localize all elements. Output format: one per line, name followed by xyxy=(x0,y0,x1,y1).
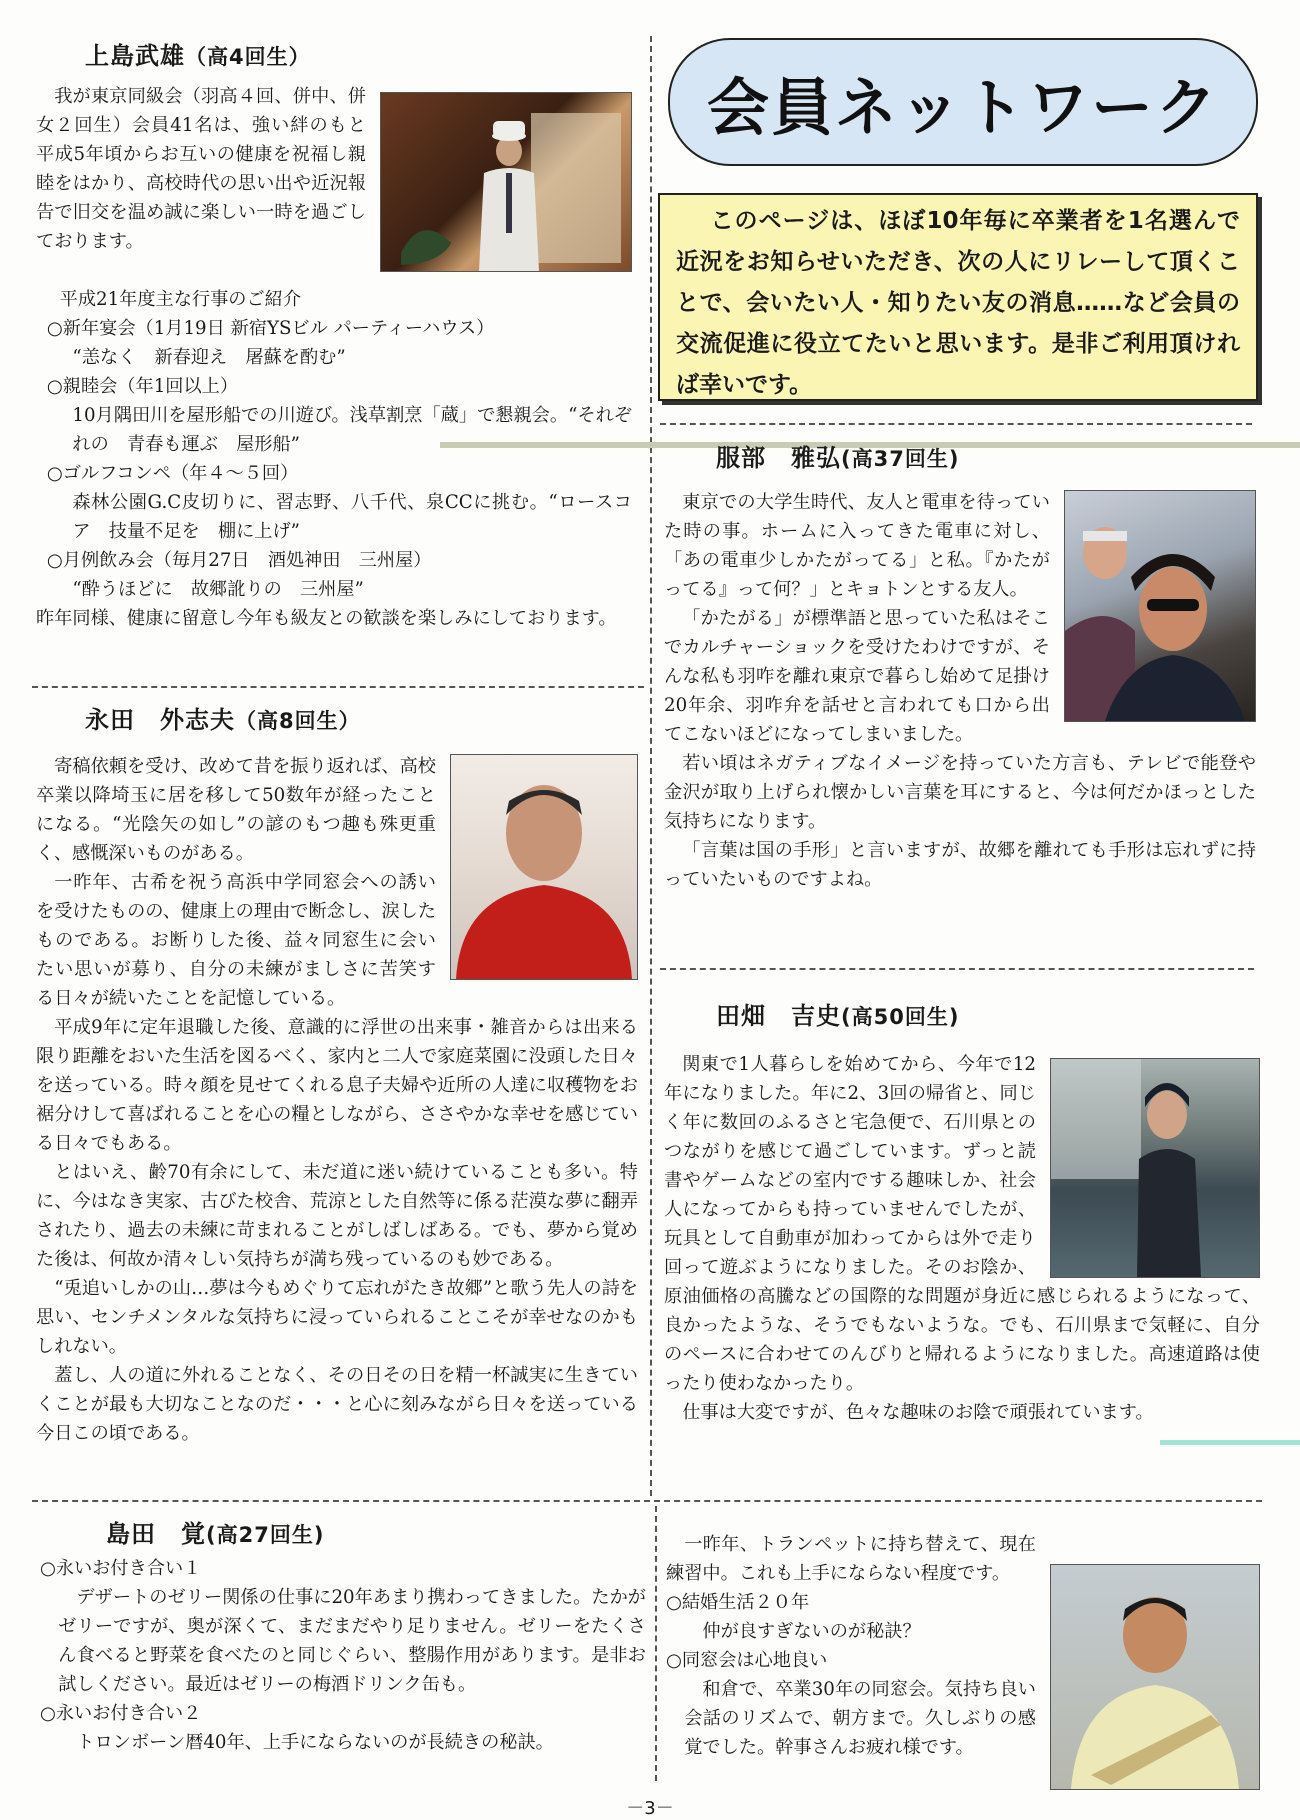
intro-text: このページは、ほぼ10年毎に卒業者を1名選んで近況をお知らせいただき、次の人にリレーして頂くことで、会いたい人・知りたい友の消息……など会員の交流促進に役立てたいと思います。是非ご利用頂ければ幸いです。 xyxy=(676,208,1240,398)
photo-kamishima xyxy=(380,92,632,272)
page-title: 会員ネットワーク xyxy=(668,38,1258,166)
paragraph: 寄稿依頼を受け、改めて昔を振り返れば、高校卒業以降埼玉に居を移して50数年が経ったことになる。“光陰矢の如し”の諺のもつ趣も殊更重く、感慨深いものがある。 xyxy=(36,756,436,864)
author-grade: (高27回生) xyxy=(206,1523,325,1547)
author-grade: (高50回生) xyxy=(841,1005,960,1029)
photo-nagata xyxy=(450,754,638,980)
portrait-icon xyxy=(381,93,631,271)
paragraph: 関東で1人暮らしを始めてから、今年で12年になりました。年に2、3回の帰省と、同じく年に数回のふるさと宅急便で、石川県とのつながりを感じて過ごしています。ずっと読書やゲームなどの室内でする趣味しか、社会人になってからも持っていませんでしたが、玩具として自動車が加わってからは外で走り回って遊ぶようになりました。そのお陰か、原油価格の高騰などの国際的な問題が身近に感じられるようになって、良かったような、そうでもないような。でも、石川県まで気軽に、自分のペースに合わせてのんびりと帰れるようになりました。高速道路は使ったり使わなかったり。 xyxy=(664,1054,1260,1394)
event-haiku: 森林公園G.C皮切りに、習志野、八千代、泉CCに挑む。“ロースコア 技量不足を 棚に上げ” xyxy=(72,492,632,542)
event-haiku: 10月隅田川を屋形船での川遊び。浅草割烹「蔵」で懇親会。“それぞれの 青春も運ぶ 屋形船” xyxy=(72,405,632,455)
intro-box xyxy=(658,193,1258,401)
paragraph: 「かたがる」が標準語と思っていた私はそこでカルチャーショックを受けたわけですが、そんな私も羽咋を離れ東京で暮らし始めて足掛け20年余、羽咋弁を話せと言われても口から出てこないほどになってしまいました。 xyxy=(664,608,1050,745)
bullet-text: デザートのゼリー関係の仕事に20年あまり携わってきました。たかがゼリーですが、奥が深くて、まだまだやり足りません。ゼリーをたくさん食べると野菜を食べたのと同じぐらい、整腸作用があります。是非お試しください。最近はゼリーの梅酒ドリンク缶も。 xyxy=(58,1587,646,1695)
paragraph: “兎追いしかの山…夢は今もめぐりて忘れがたき故郷”と歌う先人の詩を思い、センチメンタルな気持ちに浸っていられることこそが幸せなのかもしれない。 xyxy=(36,1278,638,1357)
event-haiku: “酔うほどに 故郷訛りの 三州屋” xyxy=(72,579,364,600)
author-grade: (高37回生) xyxy=(841,447,960,471)
paragraph: 我が東京同級会（羽高４回、併中、併女２回生）会員41名は、強い絆のもと平成5年頃からお互いの健康を祝福し親睦をはかり、高校時代の思い出や近況報告で旧交を温め誠に楽しい一時を過ごしております。 xyxy=(36,86,366,252)
author-name-text: 島田 覚 xyxy=(106,1520,206,1548)
bullet-item: ○同窓会は心地良い xyxy=(666,1650,828,1671)
event-item: ○月例飲み会（毎月27日 酒処神田 三州屋） xyxy=(46,550,432,571)
author-name-text: 服部 雅弘 xyxy=(716,444,841,472)
scan-stripe xyxy=(1160,1440,1300,1445)
article-hattori xyxy=(664,488,1256,894)
portrait-icon xyxy=(1065,491,1255,721)
author-name-text: 永田 外志夫 xyxy=(85,706,235,734)
paragraph: とはいえ、齢70有余にして、未だ道に迷い続けていることも多い。特に、今はなき実家、古びた校舎、荒涼とした自然等に係る茫漠な夢に翻弄されたり、過去の未練に苛まれることがしばしばある。でも、夢から覚めた後は、何故か清々しい気持ちが満ち残っているのも妙である。 xyxy=(36,1162,638,1270)
column-divider xyxy=(650,36,652,1496)
article-nagata xyxy=(36,752,638,1448)
paragraph: 東京での大学生時代、友人と電車を待っていた時の事。ホームに入ってきた電車に対し、「あの電車少しかたがってる」と私。『かたがってる』って何？」とキョトンとする友人。 xyxy=(664,492,1050,600)
author-name xyxy=(716,996,959,1031)
portrait-icon xyxy=(1051,1059,1259,1277)
photo-hattori xyxy=(1064,490,1256,722)
column-divider-bottom xyxy=(655,1506,657,1781)
bullet-text: 仲が良すぎないのが秘訣？ xyxy=(702,1621,921,1642)
paragraph: 蓋し、人の道に外れることなく、その日その日を精一杯誠実に生きていくことが最も大切なことなのだ・・・と心に刻みながら日々を送っている今日この頃である。 xyxy=(36,1365,638,1444)
section-divider xyxy=(32,686,644,688)
article-tabata xyxy=(664,1050,1260,1427)
event-item: ○親睦会（年1回以上） xyxy=(46,376,239,397)
author-name-text: 田畑 吉史 xyxy=(716,1002,841,1030)
author-grade: （高8回生） xyxy=(235,709,361,733)
paragraph: 一昨年、トランペットに持ち替えて、現在練習中。これも上手にならない程度です。 xyxy=(666,1534,1036,1584)
bullet-item: ○結婚生活２０年 xyxy=(666,1592,810,1613)
event-item: ○ゴルフコンペ（年４～５回） xyxy=(46,463,299,484)
section-divider xyxy=(660,423,1252,425)
photo-shimada xyxy=(1050,1564,1260,1790)
paragraph: 一昨年、古希を祝う高浜中学同窓会への誘いを受けたものの、健康上の理由で断念し、涙したものである。お断りした後、益々同窓生に会いたい思いが募り、自分の未練がましさに苦笑する日々が続いたことを記憶している。 xyxy=(36,872,436,1009)
bullet-item: ○永いお付き合い１ xyxy=(40,1558,202,1579)
paragraph: 仕事は大変ですが、色々な趣味のお陰で頑張れています。 xyxy=(682,1402,1154,1423)
article-shimada-right xyxy=(666,1530,1260,1794)
author-name xyxy=(106,1514,324,1549)
bullet-text: トロンボーン暦40年、上手にならないのが長続きの秘訣。 xyxy=(76,1732,554,1753)
section-divider xyxy=(660,968,1254,970)
photo-tabata xyxy=(1050,1058,1260,1278)
paragraph: 「言葉は国の手形」と言いますが、故郷を離れても手形は忘れずに持っていたいものですよね。 xyxy=(664,840,1256,890)
author-name-text: 上島武雄 xyxy=(85,42,185,70)
paragraph: 若い頃はネガティブなイメージを持っていた方言も、テレビで能登や金沢が取り上げられ懐かしい言葉を耳にすると、今は何だかほっとした気持ちになります。 xyxy=(664,753,1256,832)
section-divider xyxy=(32,1500,1262,1502)
bullet-item: ○永いお付き合い２ xyxy=(40,1703,202,1724)
portrait-icon xyxy=(1051,1565,1259,1789)
event-haiku: “恙なく 新春迎え 屠蘇を酌む” xyxy=(72,347,346,368)
paragraph: 平成9年に定年退職した後、意識的に浮世の出来事・雑音からは出来る限り距離をおいた生活を図るべく、家内と二人で家庭菜園に没頭した日々を送っている。時々顔を見せてくれる息子夫婦や近所の人達に収穫物をお裾分けして喜ばれることを心の糧としながら、ささやかな幸せを感じている日々でもある。 xyxy=(36,1017,638,1154)
article-kamishima xyxy=(36,82,632,633)
events-title: 平成21年度主な行事のご紹介 xyxy=(59,289,302,310)
event-item: ○新年宴会（1月19日 新宿YSビル パーティーハウス） xyxy=(46,318,495,339)
author-name xyxy=(85,700,361,735)
author-name xyxy=(716,438,959,473)
author-grade: （高4回生） xyxy=(185,45,311,69)
paragraph: 昨年同様、健康に留意し今年も級友との歓談を楽しみにしております。 xyxy=(36,608,617,629)
portrait-icon xyxy=(451,755,637,979)
bullet-text: 和倉で、卒業30年の同窓会。気持ち良い会話のリズムで、朝方まで。久しぶりの感覚でした。幹事さんお疲れ様です。 xyxy=(684,1679,1036,1758)
author-name xyxy=(85,36,311,71)
page-number: －3－ xyxy=(626,1798,674,1819)
article-shimada-left xyxy=(40,1554,646,1757)
